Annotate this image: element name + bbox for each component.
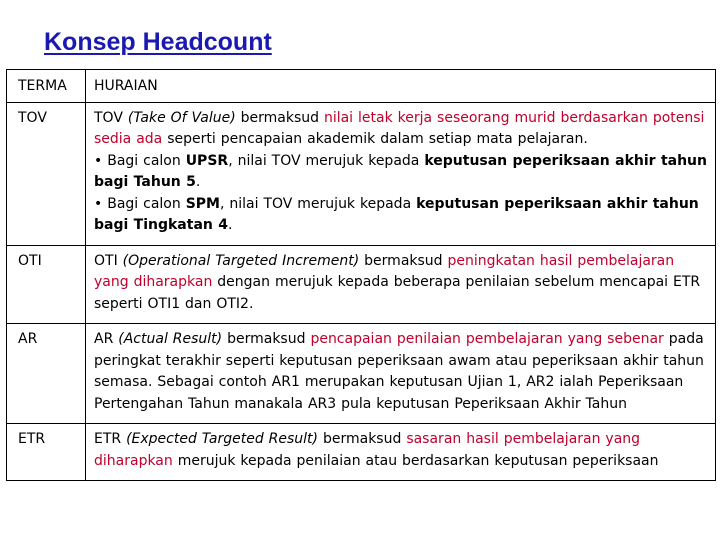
- table-row: [7, 245, 716, 324]
- desc-rest: pada peringkat terakhir seperti keputusan peperiksaan awam atau peperiksaan akhir tahun semasa. Sebagai contoh AR1 merupakan keputusan Ujian 1, AR2 ialah Peperiksaan Pertengahan Tahun manakala AR3 pula keputusan Peperiksaan Akhir Tahun: [94, 331, 704, 412]
- desc-highlight: sasaran hasil pembelajaran yang diharapkan: [94, 431, 641, 469]
- table-header-row: [7, 70, 716, 103]
- description-cell: [86, 324, 716, 424]
- bullet-prefix: • Bagi calon: [94, 152, 186, 169]
- bullet-upsr: [94, 151, 707, 194]
- bullet-end: .: [227, 217, 233, 233]
- bullet-text: , nilai TOV merujuk kepada: [228, 152, 425, 169]
- desc-expansion: (Expected Targeted Result): [126, 431, 319, 447]
- bullet-emphasis: keputusan peperiksaan akhir tahun bagi Tahun 5: [94, 152, 707, 190]
- desc-rest: dengan merujuk kepada beberapa penilaian sebelum mencapai ETR seperti OTI1 dan OTI2.: [94, 274, 701, 312]
- desc-lead: TOV: [94, 109, 128, 126]
- term-cell: TOV: [7, 102, 86, 245]
- desc-rest: merujuk kepada penilaian atau berdasarkan keputusan peperiksaan: [172, 452, 659, 469]
- header-term: TERMA: [7, 70, 86, 103]
- desc-verb: bermaksud: [222, 331, 311, 347]
- term-cell: ETR: [7, 424, 86, 481]
- desc-highlight: nilai letak kerja seseorang murid berdasarkan potensi sedia ada: [94, 109, 705, 147]
- desc-expansion: (Operational Targeted Increment): [122, 252, 360, 269]
- term-cell: OTI: [7, 245, 86, 324]
- term-cell: AR: [7, 324, 86, 424]
- desc-lead: AR: [94, 331, 119, 347]
- table-row: [7, 324, 716, 424]
- desc-highlight: pencapaian penilaian pembelajaran yang sebenar: [310, 331, 664, 347]
- desc-verb: bermaksud: [235, 109, 324, 126]
- bullet-exam: UPSR: [185, 152, 229, 169]
- desc-lead: ETR: [94, 431, 127, 447]
- description-cell: [86, 245, 716, 324]
- desc-expansion: (Take Of Value): [127, 109, 236, 126]
- terms-table: [6, 69, 716, 481]
- header-description: HURAIAN: [86, 70, 716, 103]
- desc-highlight: peningkatan hasil pembelajaran yang diharapkan: [94, 252, 675, 290]
- bullet-exam: SPM: [185, 195, 220, 212]
- bullet-emphasis: keputusan peperiksaan akhir tahun bagi Tingkatan 4: [94, 195, 699, 233]
- description-cell: [86, 424, 716, 481]
- desc-verb: bermaksud: [318, 431, 407, 447]
- page-title: Konsep Headcount: [44, 28, 272, 56]
- table-row: [7, 102, 716, 245]
- desc-rest: seperti pencapaian akademik dalam setiap mata pelajaran.: [162, 131, 588, 147]
- table-row: [7, 424, 716, 481]
- desc-lead: OTI: [94, 252, 123, 269]
- bullet-spm: [94, 194, 707, 237]
- bullet-prefix: • Bagi calon: [94, 195, 186, 212]
- bullet-end: .: [195, 174, 201, 190]
- bullet-text: , nilai TOV merujuk kepada: [219, 195, 417, 212]
- desc-expansion: (Actual Result): [118, 331, 223, 347]
- description-cell: [86, 102, 716, 245]
- desc-verb: bermaksud: [359, 252, 448, 269]
